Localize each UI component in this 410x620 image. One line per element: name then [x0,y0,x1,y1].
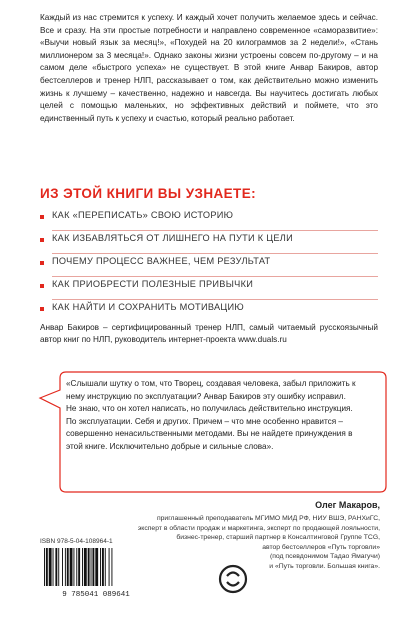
square-bullet-icon [40,284,44,288]
barcode-bar [67,548,69,586]
learn-item-text: КАК «ПЕРЕПИСАТЬ» СВОЮ ИСТОРИЮ [52,210,234,220]
barcode-bar [49,548,52,586]
barcode-bar [53,548,54,586]
square-bullet-icon [40,261,44,265]
learn-item [40,231,378,254]
learn-item-text: КАК ИЗБАВЛЯТЬСЯ ОТ ЛИШНЕГО НА ПУТИ К ЦЕЛИ [52,233,294,243]
testimonial-author: Олег Макаров, [315,500,380,510]
barcode-bar [92,548,94,586]
barcode-bar [62,548,63,586]
learn-heading: ИЗ ЭТОЙ КНИГИ ВЫ УЗНАЕТЕ: [40,186,257,201]
author-bio: Анвар Бакиров – сертифицированный тренер НЛП, самый читаемый русскоязычный автор книг по НЛП, руководитель интернет-проекта www.duals.ru [40,323,378,345]
learn-item-text: КАК ПРИОБРЕСТИ ПОЛЕЗНЫЕ ПРИВЫЧКИ [52,279,254,289]
learn-item-text: ПОЧЕМУ ПРОЦЕСС ВАЖНЕЕ, ЧЕМ РЕЗУЛЬТАТ [52,256,271,266]
learn-item [40,300,378,323]
isbn-label: ISBN 978-5-04-108964-1 [40,538,113,545]
isbn-barcode [40,546,152,598]
barcode-bar [65,548,66,586]
barcode-bar [95,548,98,586]
barcode-bar [78,548,80,586]
barcode-bars [44,548,112,586]
learn-item [40,254,378,277]
learn-item [40,208,378,231]
barcode-bar [58,548,59,586]
credential-line: приглашенный преподаватель МГИМО МИД РФ, НИУ ВШЭ, РАНХиГС, [156,515,380,522]
credential-line: и «Путь торговли. Большая книга». [269,562,380,570]
barcode-bar [46,548,48,586]
learn-list [40,208,378,323]
barcode-bar [82,548,83,586]
barcode-bar [91,548,92,586]
learn-item-text: КАК НАЙТИ И СОХРАНИТЬ МОТИВАЦИЮ [52,302,244,312]
barcode-bar [44,548,45,586]
barcode-bar [55,548,57,586]
credential-line: эксперт в области продаж и маркетинга, эксперт по продающей лояльности, [137,524,380,532]
credential-line: автор бестселлеров «Путь торговли» [262,543,380,551]
barcode-bar [88,548,90,586]
intro-paragraph: Каждый из нас стремится к успеху. И каждый хочет получить желаемое здесь и сейчас. Все и сразу. На эти простые потребности и направлено современное «саморазвитие»: «Выучи новый язык за месяц!», «Похудей на 20 килограммов за 2 недели!», «Стань миллионером за 3 месяца!». Однако законы жизни устроены совсем по-другому – и на самом деле «быстрого успеха» не существует. В этой книге Анвар Бакиров, автор бестселлеров и тренер НЛП, рассказывает о том, как действительно можно изменить жизнь к лучшему – качественно, надежно и навсегда. Вы научитесь достигать любых целей с помощью маленьких, но эффективных действий и поймете, что это единственный путь к успеху и счастью, который реально работает. [40,13,378,123]
square-bullet-icon [40,238,44,242]
barcode-bar [102,548,104,586]
eksmo-logo-icon [218,564,248,594]
barcode-bar [70,548,73,586]
barcode-bar [109,548,110,586]
barcode-bar [73,548,74,586]
barcode-bar [84,548,87,586]
barcode-digits: 9 785041 089641 [62,591,130,598]
barcode-bar [76,548,77,586]
credential-line: (под псевдонимом Тадао Ямагучи) [269,553,380,561]
credential-line: бизнес-тренер, старший партнер в Консалтинговой Группе TCG, [176,534,380,542]
barcode-bar [111,548,112,586]
barcode-bar [105,548,106,586]
learn-item [40,277,378,300]
barcode-bar [100,548,101,586]
testimonial-quote: «Слышали шутку о том, что Творец, создавая человека, забыл приложить к нему инструкцию по эксплуатации? Анвар Бакиров эту ошибку исправил. Не знаю, что он хотел написать, но получилась действительно инструкция. По эксплуатации. Себя и других. Причем – что мне особенно нравится – совершенно ненасильственными методами. Вы не найдете принуждения в этой книге. Исключительно добрые и сильные слова». [66,379,356,451]
square-bullet-icon [40,215,44,219]
square-bullet-icon [40,307,44,311]
